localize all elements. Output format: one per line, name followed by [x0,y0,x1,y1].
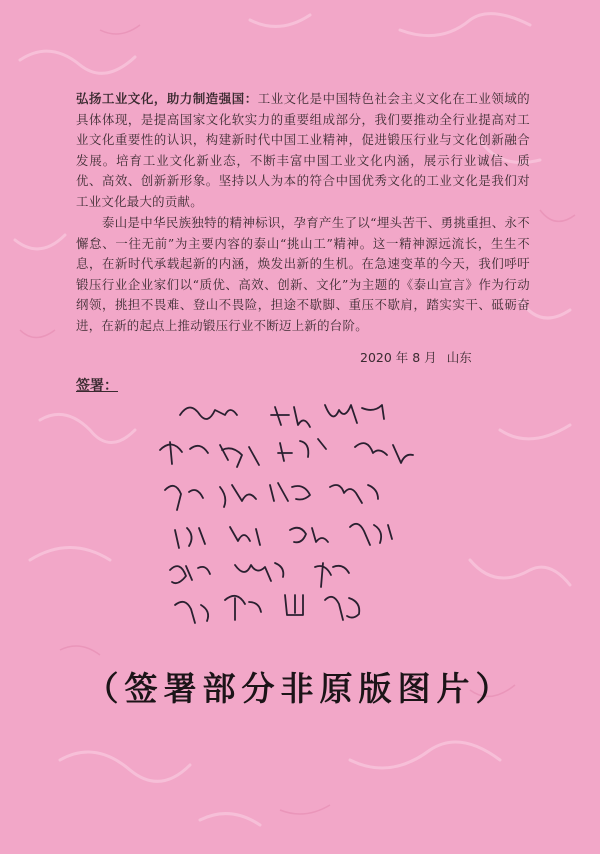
signature-18 [315,563,349,587]
signature-9 [220,485,256,507]
signature-14 [290,528,328,543]
signature-3 [325,405,384,423]
signature-16 [170,566,210,583]
signature-20 [225,596,261,620]
paragraph-taishan-spirit: 泰山是中华民族独特的精神标识，孕育产生了以“埋头苦干、勇挑重担、永不懈怠、一往无前”为主要内容的泰山“挑山工”精神。这一精神源远流长，生生不息，在新时代承载起新的内涵，焕发出新的生机。在急速变革的今天，我们呼吁锻压行业企业家们以“质优、高效、创新、文化”为主题的《泰山宣言》作为行动纲领，挑担不畏难、登山不畏险，担途不歇脚、重压不歇肩，踏实实干、砥砺奋进，在新的起点上推动锻压行业不断迈上新的台阶。 [76,215,530,333]
signature-12 [175,528,205,548]
signature-8 [165,486,203,510]
signature-7 [355,443,413,463]
signature-22 [325,597,359,620]
dateline [360,348,482,366]
signature-2 [271,407,310,427]
paragraph-text: 工业文化是中国特色社会主义文化在工业领域的具体体现，是提高国家文化软实力的重要组成部分，我们要推动全行业提高对工业文化重要性的认识，构建新时代中国工业精神，促进锻压行业与文化创新融合发展。培育工业文化新业态，不断丰富中国工业文化内涵，展示行业诚信、质优、高效、创新新形象。坚持以人为本的符合中国优秀文化的工业文化是我们对工业文化最大的贡献。 [76,91,530,209]
signature-4 [160,442,208,464]
signature-13 [230,527,260,545]
signature-1 [180,408,237,420]
signature-6 [278,439,326,461]
paragraph-lead: 弘扬工业文化，助力制造强国： [76,91,258,107]
paragraph-industrial-culture [76,89,530,212]
place: 山东 [446,350,472,365]
handwritten-signatures [150,395,450,635]
date: 2020 年 8 月 [360,350,437,365]
signature-5 [220,445,259,467]
signature-15 [350,524,392,545]
signature-11 [330,485,378,503]
signature-17 [235,563,283,581]
signature-label: 签署： [76,378,118,394]
signature-notice: （签署部分非原版图片） [85,669,515,708]
signature-19 [175,602,208,623]
signature-21 [285,595,303,615]
signature-10 [270,483,310,501]
